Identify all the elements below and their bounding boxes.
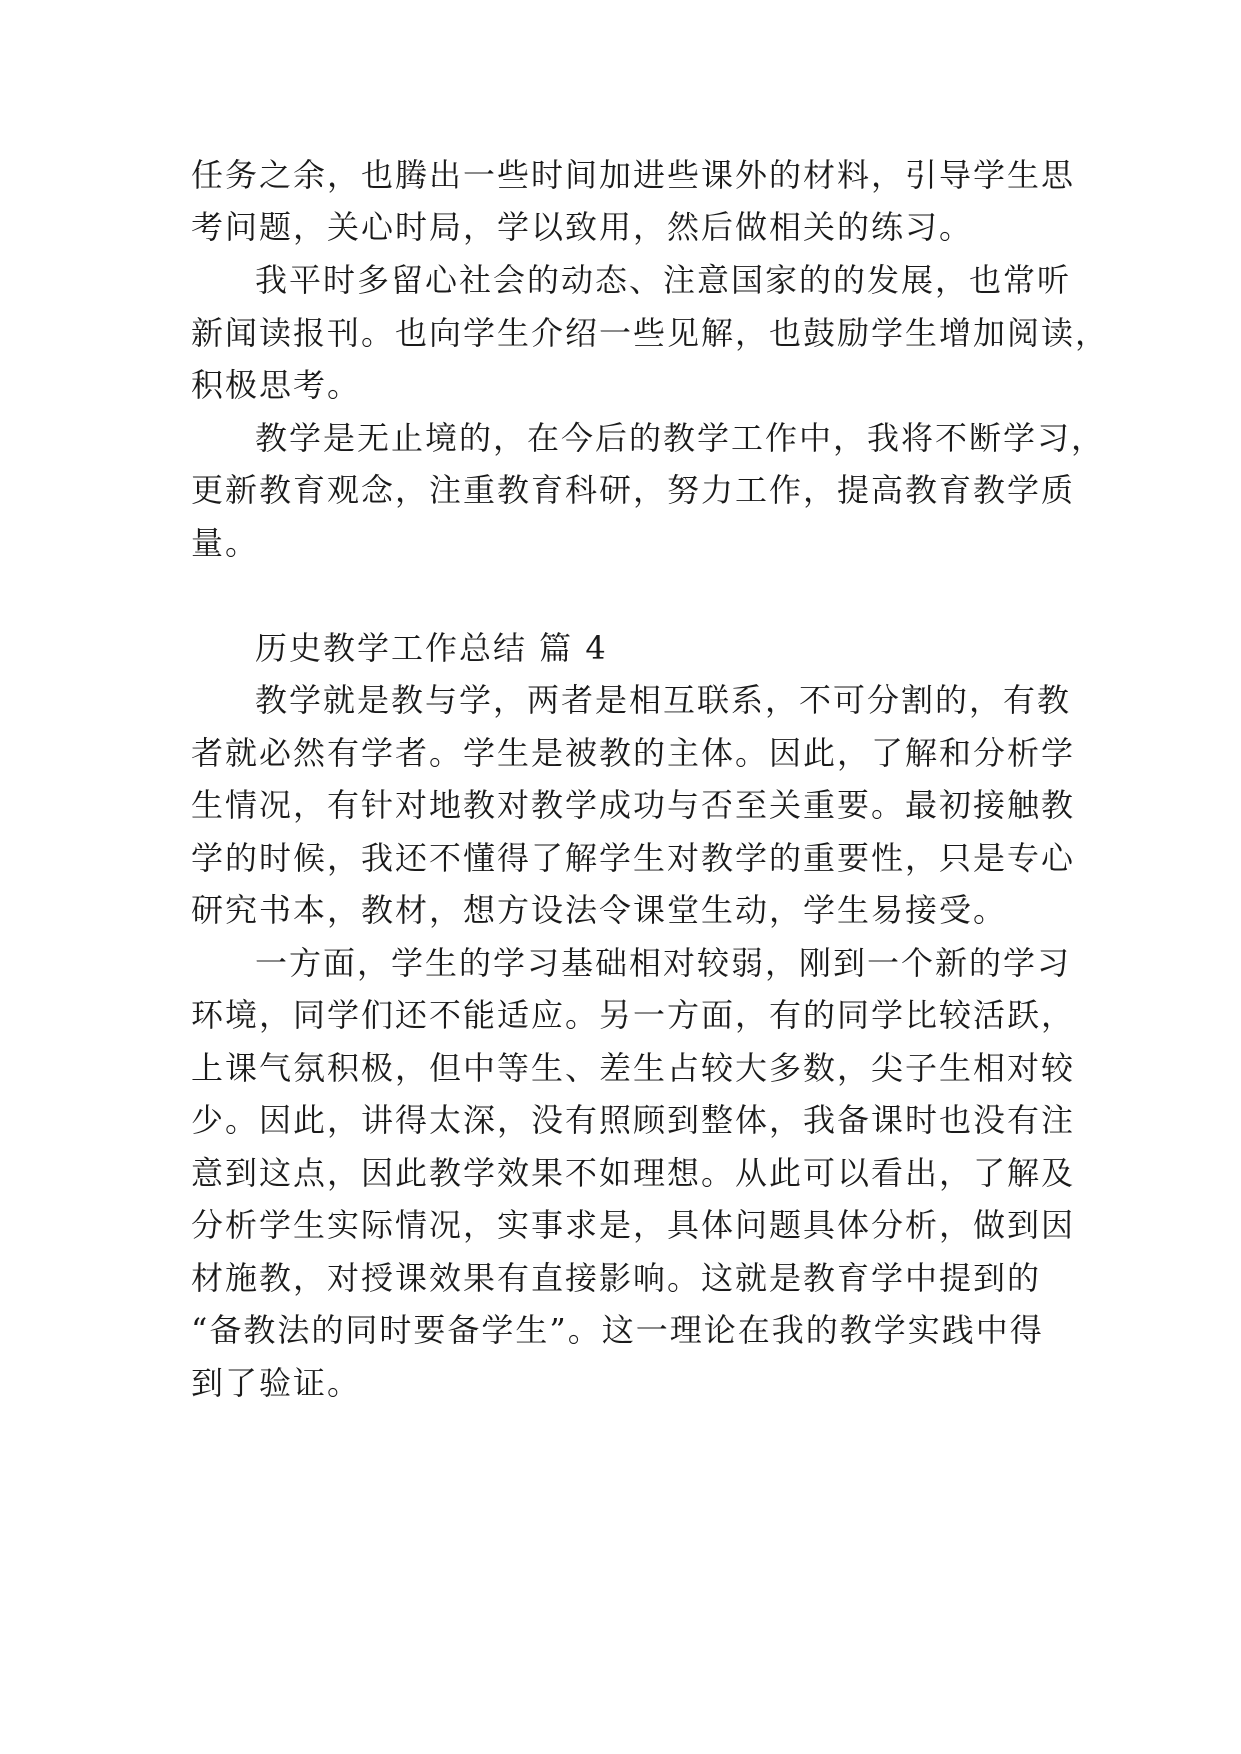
paragraph-line: 学的时候，我还不懂得了解学生对教学的重要性，只是专心: [191, 839, 1076, 877]
paragraph-line: 一方面，学生的学习基础相对较弱，刚到一个新的学习: [255, 944, 1072, 982]
paragraph-line: 新闻读报刊。也向学生介绍一些见解，也鼓励学生增加阅读，: [191, 314, 1110, 352]
paragraph-line: 生情况，有针对地教对教学成功与否至关重要。最初接触教: [191, 786, 1076, 824]
paragraph-line: “备教法的同时要备学生”。这一理论在我的教学实践中得: [191, 1311, 1044, 1349]
paragraph-line: 到了验证。: [191, 1364, 362, 1402]
paragraph-line: 任务之余，也腾出一些时间加进些课外的材料，引导学生思: [191, 156, 1076, 194]
paragraph-line: 积极思考。: [191, 366, 362, 404]
paragraph-line: 研究书本，教材，想方设法令课堂生动，学生易接受。: [191, 891, 1008, 929]
paragraph-line: 分析学生实际情况，实事求是，具体问题具体分析，做到因: [191, 1206, 1076, 1244]
paragraph-line: 教学就是教与学，两者是相互联系，不可分割的，有教: [255, 681, 1072, 719]
paragraph-line: 材施教，对授课效果有直接影响。这就是教育学中提到的: [191, 1259, 1042, 1297]
paragraph-line: 少。因此，讲得太深，没有照顾到整体，我备课时也没有注: [191, 1101, 1076, 1139]
paragraph-line: 环境，同学们还不能适应。另一方面，有的同学比较活跃，: [191, 996, 1076, 1034]
paragraph-line: 教学是无止境的，在今后的教学工作中，我将不断学习，: [255, 419, 1106, 457]
section-heading: 历史教学工作总结 篇 4: [255, 629, 608, 667]
paragraph-line: 上课气氛积极，但中等生、差生占较大多数，尖子生相对较: [191, 1049, 1076, 1087]
paragraph-line: 更新教育观念，注重教育科研，努力工作，提高教育教学质: [191, 471, 1076, 509]
paragraph-line: 量。: [191, 524, 260, 562]
paragraph-line: 考问题，关心时局，学以致用，然后做相关的练习。: [191, 208, 974, 246]
paragraph-line: 者就必然有学者。学生是被教的主体。因此，了解和分析学: [191, 734, 1076, 772]
paragraph-line: 意到这点，因此教学效果不如理想。从此可以看出，了解及: [191, 1154, 1076, 1192]
paragraph-line: 我平时多留心社会的动态、注意国家的的发展，也常听: [255, 261, 1072, 299]
